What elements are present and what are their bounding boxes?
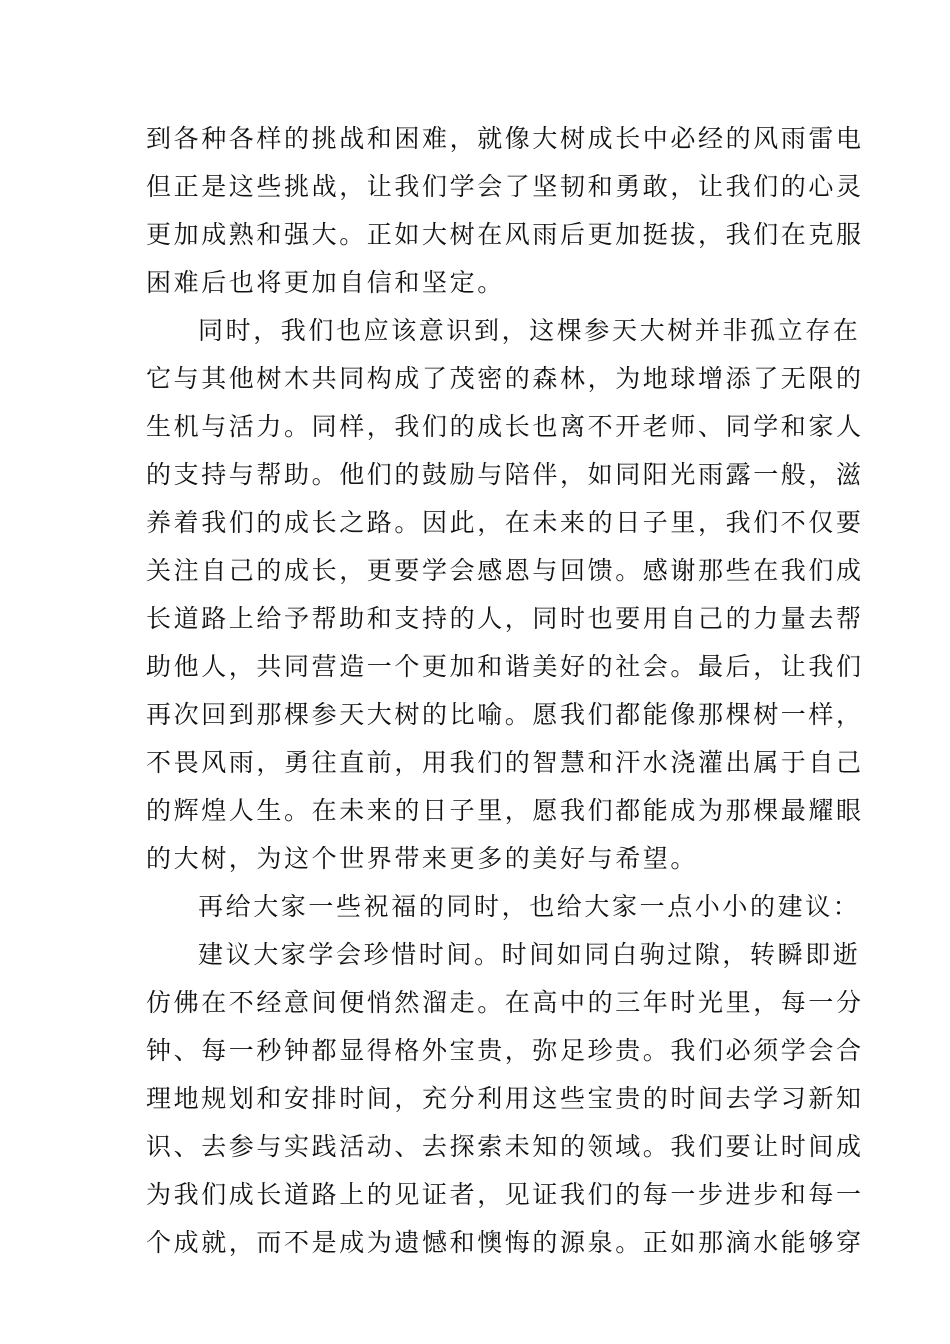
text-line: 的大树，为这个世界带来更多的美好与希望。: [146, 844, 699, 873]
text-line: 识、去参与实践活动、去探索未知的领域。我们要让时间成: [146, 1132, 864, 1161]
paragraph-first-line: 同时，我们也应该意识到，这棵参天大树并非孤立存在: [198, 316, 861, 345]
text-line: 更加成熟和强大。正如大树在风雨后更加挺拔，我们在克服: [146, 220, 864, 249]
body-text: [146, 115, 864, 1267]
paragraph-first-line: 建议大家学会珍惜时间。时间如同白驹过隙，转瞬即逝: [198, 940, 861, 969]
text-line: 它与其他树木共同构成了茂密的森林，为地球增添了无限的: [146, 364, 864, 393]
text-line: 的辉煌人生。在未来的日子里，愿我们都能成为那棵最耀眼: [146, 796, 864, 825]
text-line: 钟、每一秒钟都显得格外宝贵，弥足珍贵。我们必须学会合: [146, 1036, 864, 1065]
text-line: 再次回到那棵参天大树的比喻。愿我们都能像那棵树一样，: [146, 700, 864, 729]
text-line: 关注自己的成长，更要学会感恩与回馈。感谢那些在我们成: [146, 556, 864, 585]
text-line: 为我们成长道路上的见证者，见证我们的每一步进步和每一: [146, 1180, 864, 1209]
paragraph-first-line: 再给大家一些祝福的同时，也给大家一点小小的建议：: [198, 892, 861, 921]
text-line: 理地规划和安排时间，充分利用这些宝贵的时间去学习新知: [146, 1084, 864, 1113]
text-line: 不畏风雨，勇往直前，用我们的智慧和汗水浇灌出属于自己: [146, 748, 864, 777]
text-line: 个成就，而不是成为遗憾和懊悔的源泉。正如那滴水能够穿: [146, 1228, 864, 1257]
text-line: 仿佛在不经意间便悄然溜走。在高中的三年时光里，每一分: [146, 988, 864, 1017]
text-line: 但正是这些挑战，让我们学会了坚韧和勇敢，让我们的心灵: [146, 172, 864, 201]
text-line: 的支持与帮助。他们的鼓励与陪伴，如同阳光雨露一般，滋: [146, 460, 864, 489]
text-line: 生机与活力。同样，我们的成长也离不开老师、同学和家人: [146, 412, 864, 441]
text-line: 困难后也将更加自信和坚定。: [146, 268, 505, 297]
text-line: 长道路上给予帮助和支持的人，同时也要用自己的力量去帮: [146, 604, 864, 633]
text-line: 助他人，共同营造一个更加和谐美好的社会。最后，让我们: [146, 652, 864, 681]
text-line: 到各种各样的挑战和困难，就像大树成长中必经的风雨雷电: [146, 124, 864, 153]
text-line: 养着我们的成长之路。因此，在未来的日子里，我们不仅要: [146, 508, 864, 537]
